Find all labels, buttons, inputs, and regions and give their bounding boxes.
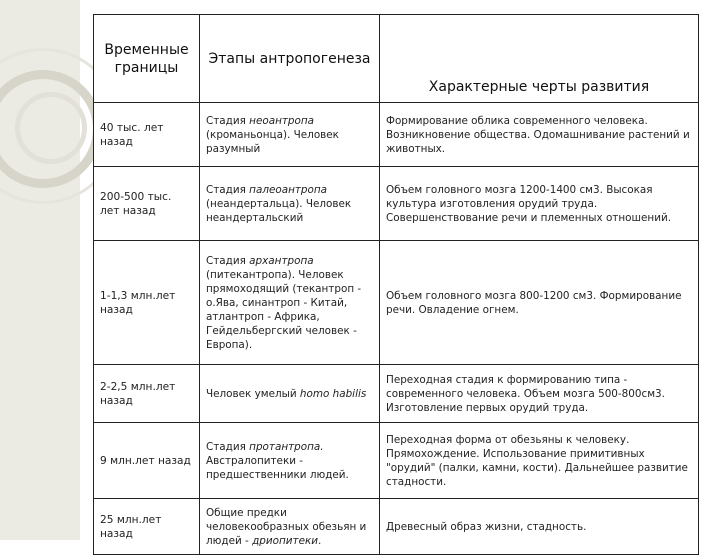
cell-time: 9 млн.лет назад [94, 423, 200, 499]
table-row [94, 167, 699, 241]
cell-features: Переходная форма от обезьяны к человеку. Прямохождение. Использование примитивных "орудий" (палки, камни, кости). Дальнейшее развитие стадности. [380, 423, 699, 499]
anthropogenesis-table-container [93, 14, 698, 555]
table-header-row [94, 15, 699, 103]
stage-name: дриопитеки [252, 534, 318, 547]
cell-time: 40 тыс. лет назад [94, 103, 200, 167]
header-stages: Этапы антропогенеза [200, 15, 380, 103]
stage-suffix: Австралопитеки - предшественники людей. [206, 454, 349, 481]
decorative-ring-inner [15, 92, 87, 164]
stage-suffix: (питекантропа). Человек прямоходящий (текантроп - о.Ява, синантроп - Китай, атлантроп - Африка, Гейдельбергский человек - Европа). [206, 268, 362, 351]
stage-prefix: Стадия [206, 183, 250, 196]
cell-time: 200-500 тыс. лет назад [94, 167, 200, 241]
stage-prefix: Стадия [206, 254, 250, 267]
stage-prefix: Человек умелый [206, 387, 300, 400]
anthropogenesis-table [93, 14, 699, 555]
cell-time: 1-1,3 млн.лет назад [94, 241, 200, 365]
cell-stage [200, 103, 380, 167]
stage-name: неоантропа [249, 114, 315, 127]
header-time-bounds: Временные границы [94, 15, 200, 103]
cell-features: Объем головного мозга 800-1200 см3. Формирование речи. Овладение огнем. [380, 241, 699, 365]
stage-name: протантропа. [249, 440, 324, 453]
table-row [94, 365, 699, 423]
stage-prefix: Стадия [206, 440, 250, 453]
header-features: Характерные черты развития [380, 15, 699, 103]
cell-stage [200, 423, 380, 499]
cell-features: Объем головного мозга 1200-1400 см3. Высокая культура изготовления орудий труда. Совершенствование речи и племенных отношений. [380, 167, 699, 241]
cell-stage [200, 365, 380, 423]
cell-time: 2-2,5 млн.лет назад [94, 365, 200, 423]
cell-features: Формирование облика современного человека. Возникновение общества. Одомашнивание растений и животных. [380, 103, 699, 167]
stage-name: архантропа [249, 254, 314, 267]
stage-prefix: Общие предки человекообразных обезьян и людей - [206, 506, 367, 547]
table-row [94, 423, 699, 499]
table-row [94, 499, 699, 555]
cell-time: 25 млн.лет назад [94, 499, 200, 555]
stage-suffix: (неандертальца). Человек неандертальский [206, 197, 352, 224]
stage-name: homo habilis [299, 387, 367, 400]
stage-suffix: (кроманьонца). Человек разумный [206, 128, 339, 155]
table-row [94, 241, 699, 365]
table-row [94, 103, 699, 167]
stage-name: палеоантропа [249, 183, 328, 196]
cell-stage [200, 167, 380, 241]
cell-stage [200, 499, 380, 555]
cell-features: Переходная стадия к формированию типа - современного человека. Объем мозга 500-800см3. Изготовление первых орудий труда. [380, 365, 699, 423]
cell-stage [200, 241, 380, 365]
stage-suffix: . [318, 534, 322, 547]
cell-features: Древесный образ жизни, стадность. [380, 499, 699, 555]
decorative-side-band [0, 0, 80, 540]
stage-prefix: Стадия [206, 114, 250, 127]
